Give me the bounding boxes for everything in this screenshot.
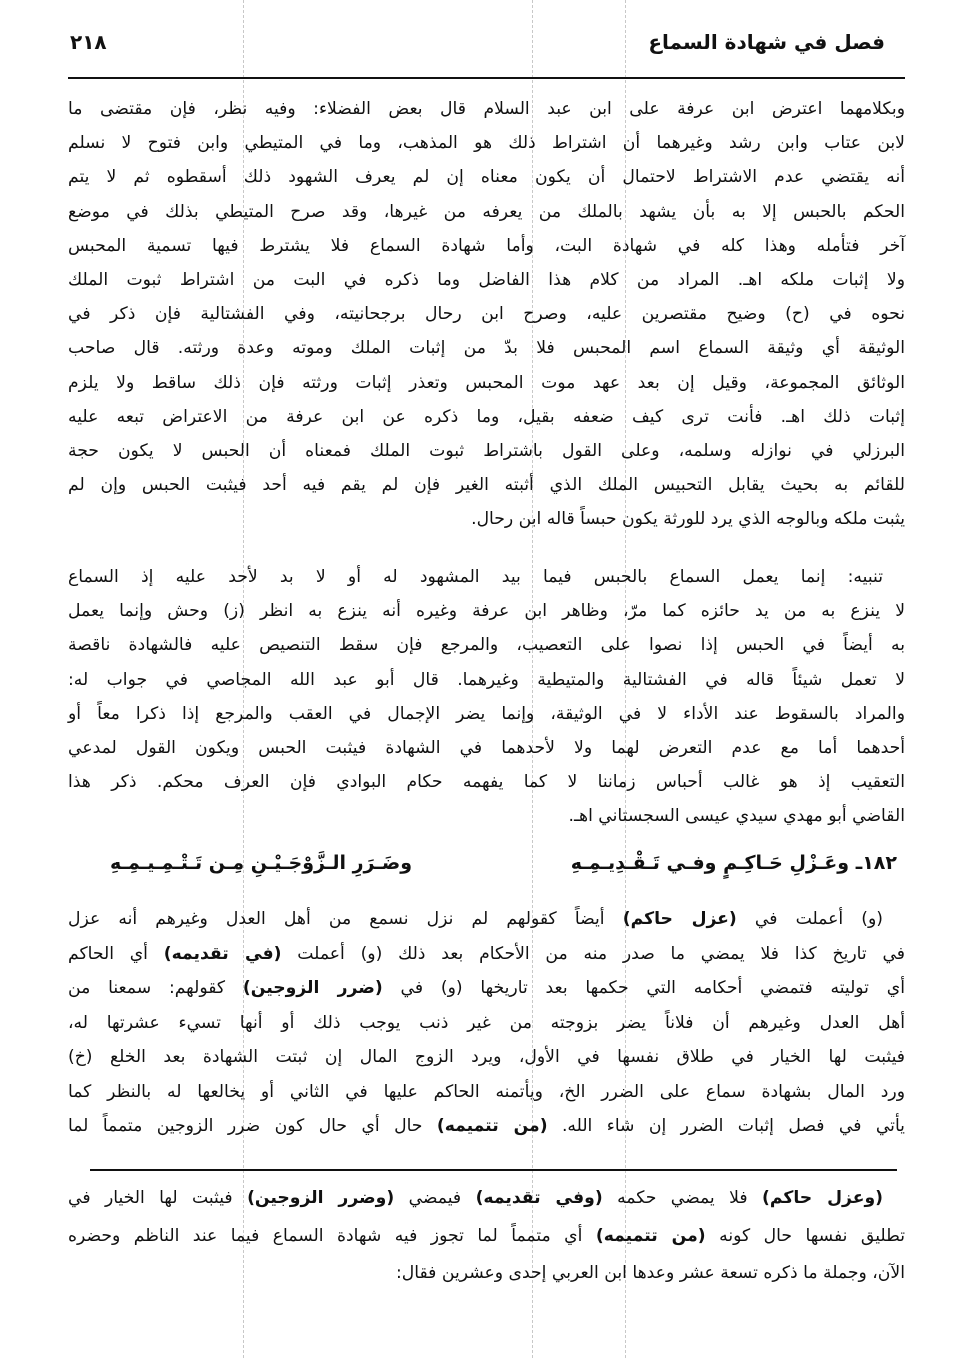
verse-number: ١٨٢ـ: [855, 852, 897, 874]
text-run: فيثبت لها الخيار في طلاق نفسها في الأول، ويرد الزوج المال إن ثبتت الشهادة بعد الخلع (خ): [68, 1047, 905, 1067]
para1-line: [68, 470, 905, 500]
para1-line: [68, 299, 905, 329]
bold-term: (عزل حاكم): [622, 909, 737, 929]
para2-line: [68, 665, 905, 695]
bold-term: (من تتميمه): [595, 1225, 706, 1246]
bold-term: (من تتميمه): [436, 1116, 548, 1136]
text-run: كقولهم: سمعنا من: [68, 978, 243, 998]
para1-line: [68, 436, 905, 466]
para3-line: [68, 904, 883, 934]
text-run: الآن، وجملة ما ذكره تسعة عشر وعدها ابن العربي إحدى وعشرين فقال:: [395, 1263, 905, 1283]
text-run: البرزلي في نوازله وسلمه، وعلى القول باشتراط ثبوت الملك فمعناه أن الحبس لا يكون حجة: [68, 441, 905, 461]
para1-line: [68, 504, 905, 534]
page-number: ٢١٨: [70, 30, 107, 54]
para1-line: [68, 231, 905, 261]
text-run: فيمضي: [394, 1188, 476, 1208]
text-run: إثبات ذلك اهـ. فأنت ترى كيف ضعفه بقيل، وما ذكره عن ابن عرفة من الاعتراض تبعه عليه: [68, 406, 905, 427]
text-run: القاضي أبو مهدي سيدي عيسى السجستاني اهـ.: [568, 806, 905, 827]
text-run: أهل العدل وغيرهم أن فلاناً يضر بزوجته من غير ذنب يوجب ذلك أو أنها تسيء عشرتها له،: [68, 1012, 905, 1033]
text-run: تنبيه: إنما يعمل السماع بالحبس فيما بيد المشهود له أو لا بد لأحد عليه إذ السماع: [68, 567, 883, 587]
text-run: أيضاً كقولهم لم نزل نسمع من أهل العدل وغيرهم أنه عزل: [68, 909, 623, 929]
para1-line: [68, 128, 905, 158]
text-run: الوثيقة أي وثيقة السماع اسم المحبس فلا بدّ من إثبات الملك وموته وعدة ورثته. قال صاحب: [68, 338, 905, 359]
text-run: لا ينزع به من يد حائزه كما مرّ، وظاهر ابن عرفة وغيره أنه ينزع به انظر (ز) وحش وإنما يعمل: [68, 601, 905, 622]
text-run: تطليق نفسها حال كونه: [705, 1225, 905, 1246]
para3-line: [68, 1077, 905, 1107]
verse-hemistich-2: وضَـرَرِ الـزَّوْجَـيْـنِ مِـن تَـتْـمِـيـمِـهِ: [110, 852, 413, 874]
para2-line: [68, 733, 905, 763]
text-run: فلا يمضي حكمه: [602, 1188, 763, 1208]
para1-line: [68, 197, 905, 227]
text-run: نحوه في (ح) وضيح مقتصرين عليه، وصرح ابن رحال برجحانيته، وفي الفشتالية فإن ذكر في: [68, 304, 905, 325]
text-run: أنه يقتضي عدم الاشتراط لاحتمال أن يكون معناه إن لم يعرف الشهود ذلك أسقطوه ثم لا يتم: [68, 167, 905, 188]
text-run: الحكم بالحبس إلا به بأن يشهد بالملك من يعرفه من غيرها، وقد صرح المتيطي بذلك في موضع: [68, 201, 905, 222]
para2-line: [68, 596, 905, 626]
text-run: (و) أعملت في: [736, 909, 884, 929]
para1-line: [68, 162, 905, 192]
para1-line: [68, 368, 905, 398]
para2-line: [68, 801, 905, 831]
para2-line: [68, 562, 883, 592]
footnote-line: [68, 1221, 905, 1251]
footnote-line: [68, 1258, 905, 1288]
text-run: فيثبت لها الخيار في: [68, 1188, 248, 1208]
text-run: في تاريخ كذا فلا يمضي ما صدر منه من الأحكام بعد ذلك (و) أعملت: [281, 943, 905, 964]
text-run: أي توليته فتمضي أحكامه التي حكمها بعد تاريخها (و) في: [382, 978, 905, 998]
text-run: لا تعمل شيئاً قاله في الفشتالية والمتيطية وغيرهما. قال أبو عبد الله المجاصي في جواب له:: [68, 669, 905, 690]
text-run: أحدهما أما مع عدم التعرض لهما ولا لأحدهما في الشهادة فيثبت الحبس ويكون القول لمدعي: [68, 738, 905, 758]
para3-line: [68, 1042, 905, 1072]
text-run: للقائم به بحيث يقابل التحبيس الملك الذي أثبته الغير فإن لم يقم فيه أحد فيثبت الحبس وإن لم: [68, 475, 905, 496]
text-run: التعقيب إذ هو غالب أحباس زماننا لا كما يفهمه حكام البوادي فإن العرف محكم. ذكر هذا: [68, 772, 905, 793]
verse-first-line: [571, 852, 897, 874]
para1-line: [68, 402, 905, 432]
header-rule: [68, 77, 905, 79]
text-run: يأتي في فصل إثبات الضرر إن شاء الله.: [547, 1116, 905, 1136]
text-run: يثبت ملكه وبالوجه الذي يرد للورثة يكون حبساً قاله ابن رحال.: [471, 509, 905, 530]
para1-line: [68, 94, 905, 124]
page-title: فصل في شهادة السماع: [648, 30, 885, 54]
text-run: ولا إثبات ملكه اهـ. المراد من كلام هذا الفاضل وما ذكره في البت من اشتراط ثبوت الملك: [68, 270, 905, 290]
bold-term: (وضرر الزوجين): [247, 1188, 395, 1208]
para3-line: [68, 1111, 905, 1141]
verse-hemistich-1: وعَـزْلِ حَـاكِـمٍ وفـي تَـقْـدِيـمِـهِ: [570, 852, 850, 874]
text-run: آخر فتأمله وهذا كله في شهادة البت، وأما شهادة السماع فلا يشترط فيها تسمية المحبس: [68, 235, 905, 256]
text-run: ورد المال بشهادة سماع على الضرر الخ، ويأتمنه الحاكم عليها في الثاني أو يخالعها له بالنظر كما: [68, 1081, 905, 1102]
para2-line: [68, 767, 905, 797]
para3-line: [68, 1008, 905, 1038]
bold-term: (في تقديمه): [163, 943, 282, 964]
para1-line: [68, 265, 905, 295]
text-run: لابن عتاب وابن رشد وغيرهما أن اشتراط ذلك هو المذهب، وما في المتيطي وابن فتوح لا نسلم: [68, 133, 905, 154]
verse-second-line: [110, 852, 412, 874]
text-run: الوثائق المجموعة، وقيل إن بعد عهد موت المحبس وتعذر إثبات ورثته فإن ذلك ساقط ولا يلزم: [68, 372, 905, 393]
para3-line: [68, 939, 905, 969]
text-run: به أيضاً في الحبس إذا نصوا على التعصيب، والمرجع فإن سقط التنصيص عليه فالشهادة ناقصة: [68, 635, 905, 656]
text-run: حال أي حال كون ضرر الزوجين متمماً لما: [68, 1116, 437, 1136]
bold-term: (وفي تقديمه): [475, 1188, 603, 1208]
para2-line: [68, 699, 905, 729]
text-run: أي الحاكم: [68, 943, 164, 964]
para2-line: [68, 630, 905, 660]
para3-line: [68, 973, 905, 1003]
footnote-rule: [90, 1169, 897, 1171]
text-run: والمراد بالسقوط عند الأداء لا في الوثيقة، وإنما يضر الإجمال في العقب والمرجع إذا ذكرا معاً أو: [68, 703, 905, 724]
bold-term: (وعزل حاكم): [762, 1188, 883, 1208]
footnote-line: [68, 1183, 883, 1213]
bold-term: (ضرر الزوجين): [242, 978, 383, 998]
text-run: أي متمماً لما تجوز فيه شهادة السماع فيما عند الناظم وحضره: [68, 1225, 596, 1246]
text-run: وبكلامهما اعترض ابن عرفة على ابن عبد السلام قال بعض الفضلاء: وفيه نظر، فإن مقتضى ما: [68, 99, 905, 119]
para1-line: [68, 333, 905, 363]
